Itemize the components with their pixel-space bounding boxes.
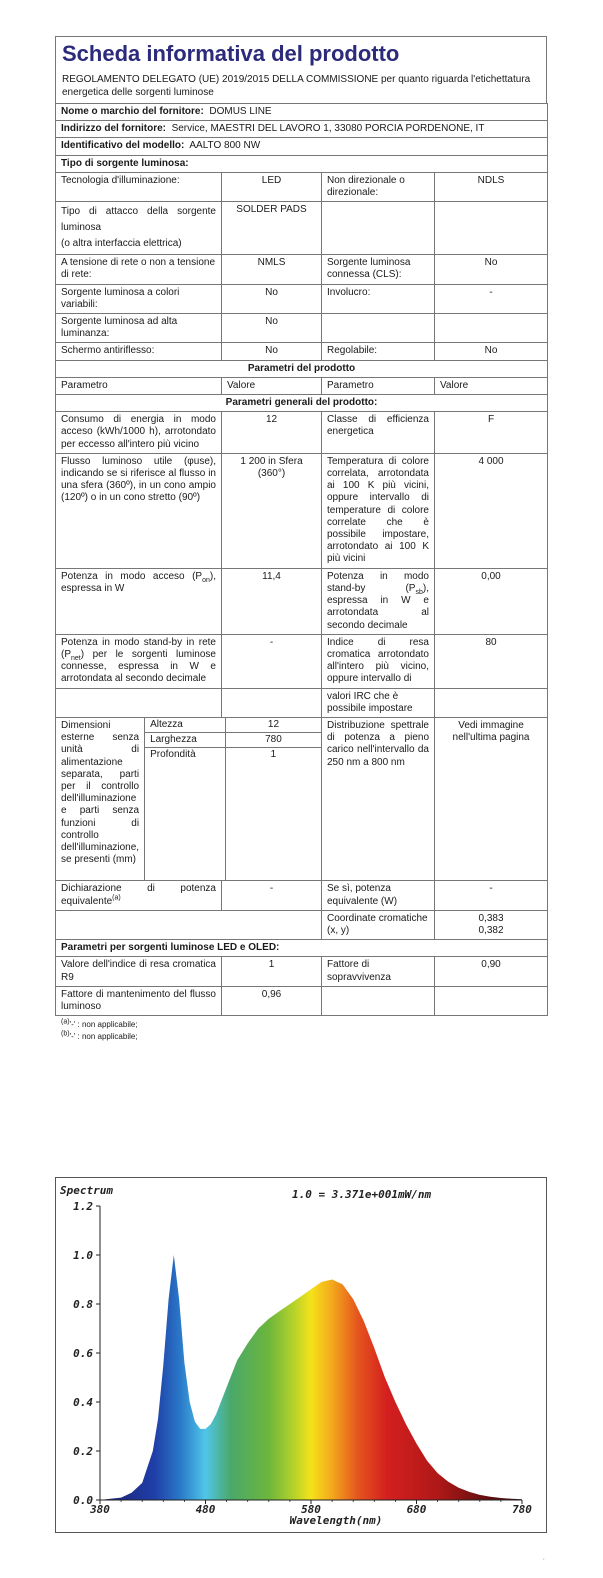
cri-label: Indice di resa cromatica arrotondato all'intero più vicino, oppure intervallo di	[322, 634, 435, 688]
maintenance-label: Fattore di mantenimento del flusso luminoso	[56, 986, 222, 1015]
dimensions-row	[56, 717, 548, 880]
equiv-label: Dichiarazione di potenza equivalente$^{(a)}$	[56, 881, 222, 910]
r9-value: 1	[222, 957, 322, 986]
cct-value: 4 000	[435, 453, 548, 568]
params-heading: Parametri del prodotto	[56, 360, 548, 377]
class-value: F	[435, 412, 548, 454]
source-type-cell: No	[222, 314, 322, 343]
source-type-heading: Tipo di sorgente luminosa:	[56, 155, 548, 172]
supplier-address-value: Service, MAESTRI DEL LAVORO 1, 33080 PORCIA PORDENONE, IT	[171, 123, 485, 135]
source-type-cell	[322, 314, 435, 343]
x-axis-label: Wavelength(nm)	[289, 1514, 383, 1527]
page-mark: ·	[542, 1556, 545, 1563]
source-type-cell: No	[435, 255, 548, 284]
dim-height-label: Altezza	[145, 718, 226, 733]
source-type-cell: Involucro:	[322, 284, 435, 313]
flux-label: Flusso luminoso utile (φuse), indicando se si riferisce al flusso in una sfera (360º), in un cono ampio (120º) o in un cono stretto (90º)	[56, 453, 222, 568]
cct-label: Temperatura di colore correlata, arrotondata ai 100 K più vicini, oppure intervallo di temperature di colore correlate che è possibile impostare, arrotondato ai 100 K più vicini	[322, 453, 435, 568]
y-tick-label: 0.0	[73, 1494, 93, 1507]
chroma-row	[56, 910, 548, 939]
x-tick-label: 580	[301, 1503, 321, 1516]
dim-depth-label: Profondità	[145, 748, 226, 881]
model-label: Identificativo del modello:	[61, 140, 185, 152]
source-type-row	[56, 343, 548, 360]
regulation-subtitle: REGOLAMENTO DELEGATO (UE) 2019/2015 DELLA COMMISSIONE per quanto riguarda l'etichettatura energetica delle sorgenti luminose	[62, 74, 531, 98]
y-tick-label: 1.0	[73, 1249, 93, 1262]
dim-width-label: Larghezza	[145, 733, 226, 748]
source-type-row	[56, 202, 548, 255]
source-type-cell: LED	[222, 172, 322, 201]
spectrum-chart	[55, 1177, 547, 1533]
source-type-cell: No	[222, 284, 322, 313]
source-type-cell	[322, 202, 435, 255]
supplier-name-value: DOMUS LINE	[209, 106, 272, 117]
params-columns-row	[56, 377, 548, 394]
cri-label-cont: valori IRC che è possibile impostare	[322, 688, 435, 717]
pon-label: Potenza in modo acceso $(P_{on})$, espressa in W	[56, 568, 222, 634]
source-type-cell: Sorgente luminosa ad alta luminanza:	[56, 314, 222, 343]
page-title: Scheda informativa del prodotto	[62, 41, 400, 66]
dim-height-value: 12	[225, 718, 321, 733]
led-heading: Parametri per sorgenti luminose LED e OLED:	[56, 940, 548, 957]
y-tick-label: 0.6	[73, 1347, 93, 1360]
source-type-cell: NMLS	[222, 255, 322, 284]
source-type-cell: Sorgente luminosa a colori variabili:	[56, 284, 222, 313]
source-type-heading-row	[56, 155, 548, 172]
general-heading-row	[56, 395, 548, 412]
source-type-cell: Tipo di attacco della sorgente luminosa (o altra interfaccia elettrica)	[56, 202, 222, 255]
equiv-w-label: Se sì, potenza equivalente (W)	[322, 881, 435, 910]
survival-value: 0,90	[435, 957, 548, 986]
x-tick-label: 480	[195, 1503, 216, 1516]
x-tick-label: 680	[406, 1503, 427, 1516]
chroma-y: 0,382	[478, 924, 504, 936]
source-type-cell	[435, 202, 548, 255]
source-type-row	[56, 284, 548, 313]
source-type-cell: -	[435, 284, 548, 313]
spd-value: Vedi immagine nell'ultima pagina	[435, 717, 548, 880]
x-tick-label: 380	[90, 1503, 110, 1516]
cri-cont-row	[56, 688, 548, 717]
product-sheet	[55, 36, 547, 1043]
sheet-header	[55, 36, 547, 103]
col-header-param: Parametro	[56, 377, 222, 394]
general-params-heading: Parametri generali del prodotto:	[56, 395, 548, 412]
col-header-value: Valore	[435, 377, 548, 394]
dimensions-table	[56, 718, 321, 880]
equiv-w-value: -	[435, 881, 548, 910]
footnote-a: $^{(a)}$'-' : non applicabile;	[61, 1018, 138, 1030]
equiv-value: -	[222, 881, 322, 910]
cri-value: 80	[435, 634, 548, 688]
dim-width-value: 780	[225, 733, 321, 748]
source-type-cell: NDLS	[435, 172, 548, 201]
source-type-cell: No	[435, 343, 548, 360]
dim-depth-value: 1	[270, 749, 277, 761]
model-row	[56, 138, 548, 155]
pnet-row	[56, 634, 548, 688]
source-type-row	[56, 314, 548, 343]
x-tick-label: 780	[512, 1503, 532, 1516]
y-tick-label: 1.2	[73, 1200, 93, 1213]
chart-scale-label: 1.0 = 3.371e+001mW/nm	[292, 1188, 432, 1201]
source-type-cell: Sorgente luminosa connessa (CLS):	[322, 255, 435, 284]
supplier-name-label: Nome o marchio del fornitore:	[61, 106, 204, 117]
pnet-label: Potenza in modo stand-by in rete $(P_{net})$ per le sorgenti luminose connesse, espressa in W e arrotondata al secondo decimale	[56, 634, 222, 688]
footnote-b: $^{(b)}$'-' : non applicabile;	[61, 1030, 138, 1042]
source-type-cell	[435, 314, 548, 343]
footnotes	[55, 1019, 547, 1043]
supplier-address-label: Indirizzo del fornitore:	[61, 123, 166, 135]
maintenance-value: 0,96	[222, 986, 322, 1015]
led-heading-row	[56, 940, 548, 957]
energy-row	[56, 412, 548, 454]
y-tick-label: 0.8	[73, 1298, 93, 1311]
source-type-cell: No	[222, 343, 322, 360]
psb-label: Potenza in modo stand-by $(P_{sb})$, espressa in W e arrotondata al secondo decimale	[322, 568, 435, 634]
spectrum-svg	[56, 1178, 546, 1532]
psb-value: 0,00	[435, 568, 548, 634]
source-type-cell: A tensione di rete o non a tensione di rete:	[56, 255, 222, 284]
pon-value: 11,4	[222, 568, 322, 634]
source-type-cell: Non direzionale o direzionale:	[322, 172, 435, 201]
y-tick-label: 0.4	[73, 1396, 93, 1409]
params-heading-row	[56, 360, 548, 377]
col-header-value: Valore	[222, 377, 322, 394]
product-info-table	[55, 103, 548, 1016]
class-label: Classe di efficienza energetica	[322, 412, 435, 454]
spd-label: Distribuzione spettrale di potenza a pieno carico nell'intervallo da 250 nm a 800 nm	[322, 717, 435, 880]
supplier-address-row	[56, 121, 548, 138]
source-type-cell: Tecnologia d'illuminazione:	[56, 172, 222, 201]
maintenance-row	[56, 986, 548, 1015]
model-value: AALTO 800 NW	[189, 140, 261, 152]
supplier-name-row	[56, 104, 548, 121]
chroma-label: Coordinate cromatiche (x, y)	[322, 910, 435, 939]
source-type-row	[56, 172, 548, 201]
source-type-row	[56, 255, 548, 284]
source-type-cell: Regolabile:	[322, 343, 435, 360]
spectrum-area	[100, 1255, 522, 1500]
energy-label: Consumo di energia in modo acceso (kWh/1000 h), arrotondato per eccesso all'intero più vicino	[56, 412, 222, 454]
energy-value: 12	[222, 412, 322, 454]
r9-row	[56, 957, 548, 986]
pnet-value: -	[222, 634, 322, 688]
chroma-value	[435, 910, 548, 939]
source-type-cell: SOLDER PADS	[222, 202, 322, 255]
flux-value: 1 200 in Sfera (360°)	[222, 453, 322, 568]
chart-title: Spectrum	[60, 1184, 113, 1197]
survival-label: Fattore di sopravvivenza	[322, 957, 435, 986]
y-tick-label: 0.2	[73, 1445, 93, 1458]
chroma-x: 0,383	[478, 912, 504, 924]
power-row	[56, 568, 548, 634]
source-type-cell: Schermo antiriflesso:	[56, 343, 222, 360]
col-header-param: Parametro	[322, 377, 435, 394]
flux-row	[56, 453, 548, 568]
equivalent-row	[56, 881, 548, 910]
dimensions-label: Dimensioni esterne senza unità di alimentazione separata, parti per il controllo dell'illuminazione e parti senza funzioni di controllo dell'illuminazione, se presenti (mm)	[56, 718, 145, 880]
r9-label: Valore dell'indice di resa cromatica R9	[56, 957, 222, 986]
